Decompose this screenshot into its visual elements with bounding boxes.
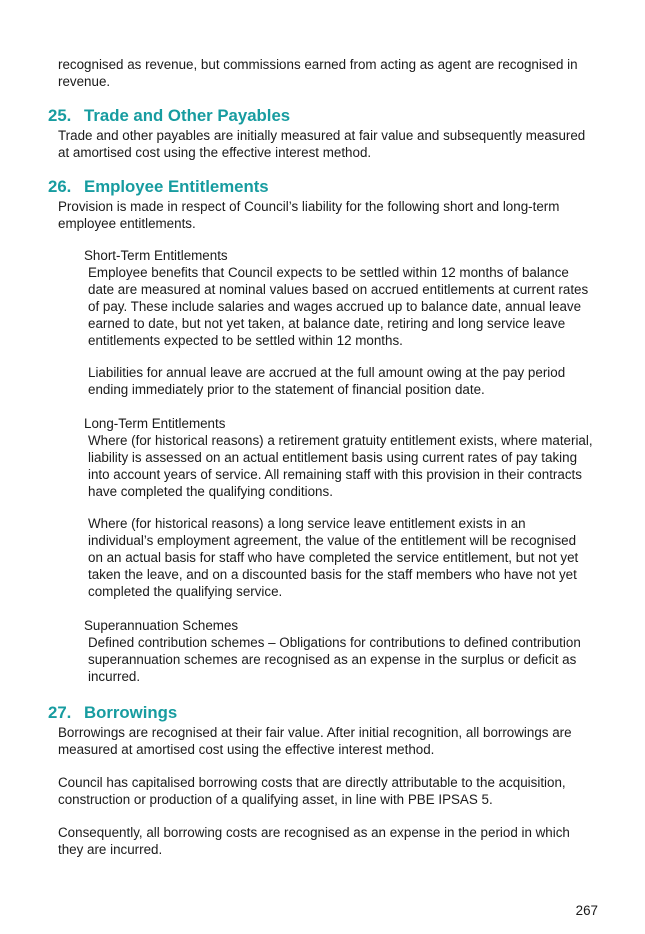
short-term-paragraph-1: Employee benefits that Council expects to be settled within 12 months of balance date are measured at nominal values based on accrued entitlements at current rates of pay. These include salaries and wages accrued up to balance date, annual leave earned to date, but not yet taken, at balance date, retiring and long service leave entitlements expected to be settled within 12 months. <box>88 265 589 348</box>
section-number: 25. <box>48 106 72 125</box>
section-27-heading <box>48 703 177 723</box>
subsection-heading-short-term: Short-Term Entitlements <box>84 248 228 263</box>
page-number: 267 <box>575 903 598 918</box>
borrowings-paragraph-1: Borrowings are recognised at their fair value. After initial recognition, all borrowings are measured at amortised cost using the effective interest method. <box>58 725 572 757</box>
short-term-paragraph-2: Liabilities for annual leave are accrued at the full amount owing at the pay period ending immediately prior to the statement of financial position date. <box>88 365 566 397</box>
borrowings-paragraph-3: Consequently, all borrowing costs are recognised as an expense in the period in which they are incurred. <box>58 825 570 857</box>
subsection-heading-long-term: Long-Term Entitlements <box>84 416 226 431</box>
section-number: 26. <box>48 177 72 196</box>
section-25-paragraph: Trade and other payables are initially measured at fair value and subsequently measured at amortised cost using the effective interest method. <box>58 128 586 160</box>
superannuation-paragraph: Defined contribution schemes – Obligations for contributions to defined contribution superannuation schemes are recognised as an expense in the surplus or deficit as incurred. <box>88 635 581 684</box>
section-25-heading <box>48 106 290 126</box>
long-term-paragraph-2: Where (for historical reasons) a long service leave entitlement exists in an individual’s employment agreement, the value of the entitlement will be recognised on an actual basis for staff who have completed the service entitlement, but not yet taken the leave, and on a discounted basis for the staff members who have not yet completed the qualifying service. <box>88 516 579 599</box>
section-title: Borrowings <box>84 703 178 722</box>
section-26-heading <box>48 177 269 197</box>
intro-paragraph: recognised as revenue, but commissions earned from acting as agent are recognised in revenue. <box>58 57 578 89</box>
subsection-heading-superannuation: Superannuation Schemes <box>84 618 239 633</box>
borrowings-paragraph-2: Council has capitalised borrowing costs that are directly attributable to the acquisition, construction or production of a qualifying asset, in line with PBE IPSAS 5. <box>58 775 566 807</box>
section-26-paragraph: Provision is made in respect of Council’s liability for the following short and long-term employee entitlements. <box>58 199 560 231</box>
section-title: Employee Entitlements <box>84 177 269 196</box>
long-term-paragraph-1: Where (for historical reasons) a retirement gratuity entitlement exists, where material, liability is assessed on an actual entitlement basis using current rates of pay taking into account years of service. All remaining staff with this provision in their contracts have completed the qualifying conditions. <box>88 433 593 499</box>
section-title: Trade and Other Payables <box>84 106 291 125</box>
section-number: 27. <box>48 703 72 722</box>
